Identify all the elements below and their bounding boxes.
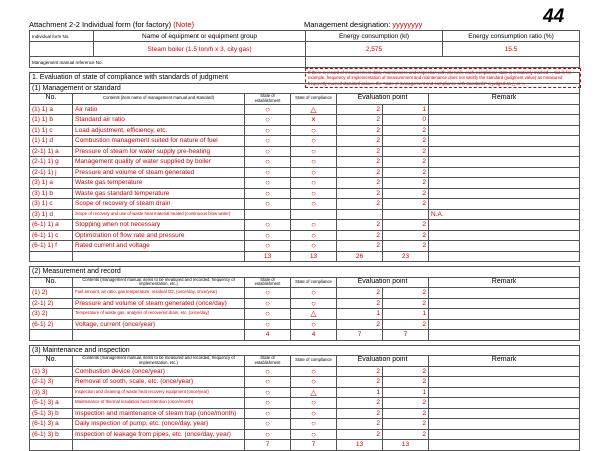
col-establishment-header: State of establishment <box>245 94 291 105</box>
establishment-mark: ○ <box>245 319 291 330</box>
evaluation-point-actual: 1 <box>383 309 429 320</box>
evaluation-point-max: 2 <box>337 319 383 330</box>
col-evaluation-header: Evaluation point <box>337 356 429 367</box>
evaluation-point-max: 2 <box>337 398 383 409</box>
evaluation-point-max: 2 <box>337 429 383 440</box>
item-name: Removal of sooth, scale, etc. (once/year) <box>73 377 245 388</box>
item-name: Inspection and maintenance of steam trap (once/month) <box>73 408 245 419</box>
establishment-mark: ○ <box>245 125 291 136</box>
item-name: Scope of recovery and use of waste heat material heated (continuous blow water) <box>73 209 245 220</box>
equipment-name-label: Name of equipment or equipment group <box>94 31 306 42</box>
establishment-mark: ○ <box>245 167 291 178</box>
col-remark-header: Remark <box>429 277 580 288</box>
table-row <box>30 104 580 115</box>
remark-cell <box>429 146 580 157</box>
item-name: Inspection of leakage from pipes, etc. (once/day, year) <box>73 429 245 440</box>
establishment-mark: ○ <box>245 298 291 309</box>
compliance-mark <box>291 209 337 220</box>
management-designation <box>304 20 422 29</box>
establishment-mark: ○ <box>245 309 291 320</box>
evaluation-point-actual: 2 <box>383 366 429 377</box>
energy-ratio-value: 15.5 <box>443 42 580 57</box>
item-code: (3) 1) b <box>30 188 73 199</box>
total-point-max: 26 <box>337 251 383 262</box>
table-row <box>30 125 580 136</box>
section2-title-row <box>30 267 580 278</box>
evaluation-point-max: 2 <box>337 288 383 299</box>
evaluation-point-actual: 2 <box>383 136 429 147</box>
total-blank <box>429 440 580 451</box>
remark-cell: N.A. <box>429 209 580 220</box>
item-name: Temperature of waste gas, analysis of recovered drain, etc. (once/day) <box>73 309 245 320</box>
item-name: Maintenance of thermal insulation heat retention (once/month) <box>73 398 245 409</box>
evaluation-point-actual: 2 <box>383 408 429 419</box>
compliance-mark: ○ <box>291 377 337 388</box>
section3-title: (3) Maintenance and inspection <box>30 345 580 356</box>
evaluation-point-max: 2 <box>337 146 383 157</box>
section1-title-row <box>30 83 580 94</box>
evaluation-point-max: 2 <box>337 104 383 115</box>
item-code: (3) 1) a <box>30 178 73 189</box>
remark-cell <box>429 288 580 299</box>
total-point-max: 13 <box>337 440 383 451</box>
compliance-mark: ○ <box>291 408 337 419</box>
item-name: Pressure and volume of steam generated <box>73 167 245 178</box>
item-code: (6-1) 3) b <box>30 429 73 440</box>
total-point-actual: 13 <box>383 440 429 451</box>
item-code: (1) 1) a <box>30 104 73 115</box>
table-row <box>30 230 580 241</box>
remark-cell <box>429 298 580 309</box>
item-name: Load adjustment, efficiency, etc. <box>73 125 245 136</box>
evaluation-point-actual: 1 <box>383 104 429 115</box>
table-row <box>30 366 580 377</box>
evaluation-point-max: 2 <box>337 298 383 309</box>
total-compliance: 7 <box>291 440 337 451</box>
remark-cell <box>429 136 580 147</box>
establishment-mark: ○ <box>245 241 291 252</box>
table-row <box>30 188 580 199</box>
evaluation-point-max: 2 <box>337 188 383 199</box>
col-contents-header: Contents (management manual, items to be measured and recorded, frequency of implementation, etc.) <box>73 277 245 288</box>
evaluation-point-actual: 2 <box>383 429 429 440</box>
evaluation-point-actual: 2 <box>383 398 429 409</box>
col-compliance-header: State of compliance <box>291 277 337 288</box>
item-code: (6-1) 3) a <box>30 419 73 430</box>
table-row <box>30 241 580 252</box>
item-code: (1) 3) <box>30 366 73 377</box>
item-name: Waste gas temperature <box>73 178 245 189</box>
compliance-note: If there is record of measurement data, maintenance and inspection with intervals, each compliance state is tentatively marked ○, but if, for example, frequency of implementation of measurement and maintenance does not satisfy the standard (judgment value) as measured frequently exceed standard values, the "state of management and compliance with standards" is judged as △ or ×. <box>305 68 581 88</box>
item-name: Daily inspection of pump, etc. (once/day, year) <box>73 419 245 430</box>
item-code: (2-1) 1) j <box>30 167 73 178</box>
remark-cell <box>429 366 580 377</box>
designation-value: yyyyyyyy <box>392 20 423 29</box>
evaluation-point-max <box>337 209 383 220</box>
compliance-mark: ○ <box>291 188 337 199</box>
evaluation-point-max: 2 <box>337 408 383 419</box>
col-contents-header: Contents (item name of management manual and standard) <box>73 94 245 105</box>
establishment-mark: ○ <box>245 398 291 409</box>
item-name: Voltage, current (once/year) <box>73 319 245 330</box>
col-no-header: No. <box>30 277 73 288</box>
evaluation-point-actual: 2 <box>383 241 429 252</box>
total-compliance: 4 <box>291 330 337 341</box>
establishment-mark <box>245 209 291 220</box>
remark-cell <box>429 387 580 398</box>
establishment-mark: ○ <box>245 408 291 419</box>
item-code: (3) 2) <box>30 309 73 320</box>
remark-cell <box>429 408 580 419</box>
compliance-mark: ○ <box>291 157 337 168</box>
establishment-mark: ○ <box>245 288 291 299</box>
manual-reference-value <box>306 57 580 68</box>
item-name: Management quality of water supplied by boiler <box>73 157 245 168</box>
table-row <box>30 115 580 126</box>
item-name: Pressure and volume of steam generated (once/day) <box>73 298 245 309</box>
compliance-mark: ○ <box>291 288 337 299</box>
evaluation-point-actual: 2 <box>383 167 429 178</box>
item-code: (2-1) 3) <box>30 377 73 388</box>
item-code: (5-1) 3) b <box>30 408 73 419</box>
section3-title-row <box>30 345 580 356</box>
section2-totals-row <box>30 330 580 341</box>
remark-cell <box>429 319 580 330</box>
item-code: (3) 3) <box>30 387 73 398</box>
evaluation-point-max: 2 <box>337 125 383 136</box>
attachment-title <box>29 20 194 29</box>
compliance-mark: ○ <box>291 146 337 157</box>
item-code: (5-1) 3) a <box>30 398 73 409</box>
item-name: Pressure of steam for water supply pre-heating <box>73 146 245 157</box>
evaluation-point-actual: 2 <box>383 146 429 157</box>
compliance-mark: ○ <box>291 298 337 309</box>
establishment-mark: ○ <box>245 136 291 147</box>
remark-cell <box>429 104 580 115</box>
evaluation-point-max: 2 <box>337 136 383 147</box>
establishment-mark: ○ <box>245 104 291 115</box>
compliance-mark: ○ <box>291 241 337 252</box>
col-remark-header: Remark <box>429 94 580 105</box>
equipment-name-value: Steam boiler (1.5 ton/h x 3, city gas) <box>94 42 306 57</box>
total-establishment: 7 <box>245 440 291 451</box>
table-row <box>30 298 580 309</box>
col-remark-header: Remark <box>429 356 580 367</box>
form-number-label: Individual form No. <box>30 31 94 42</box>
table-row <box>30 387 580 398</box>
establishment-mark: ○ <box>245 429 291 440</box>
item-name: Air ratio <box>73 104 245 115</box>
evaluation-point-actual <box>383 209 429 220</box>
evaluation-point-actual: 2 <box>383 298 429 309</box>
evaluation-point-actual: 2 <box>383 377 429 388</box>
compliance-mark: ○ <box>291 366 337 377</box>
remark-cell <box>429 157 580 168</box>
establishment-mark: ○ <box>245 230 291 241</box>
remark-cell <box>429 398 580 409</box>
establishment-mark: ○ <box>245 387 291 398</box>
item-code: (3) 1) c <box>30 199 73 210</box>
col-evaluation-header: Evaluation point <box>337 94 429 105</box>
table-row <box>30 146 580 157</box>
item-name: Waste gas standard temperature <box>73 188 245 199</box>
compliance-mark: ○ <box>291 125 337 136</box>
remark-cell <box>429 188 580 199</box>
compliance-mark: △ <box>291 309 337 320</box>
evaluation-point-actual: 0 <box>383 115 429 126</box>
compliance-mark: ○ <box>291 220 337 231</box>
item-name: Stopping when not necessary <box>73 220 245 231</box>
evaluation-title: 1. Evaluation of state of compliance with standards of judgment <box>30 73 580 84</box>
section1-column-header <box>30 94 580 105</box>
item-code: (6-1) 2) <box>30 319 73 330</box>
compliance-mark: ○ <box>291 419 337 430</box>
remark-cell <box>429 230 580 241</box>
total-establishment: 13 <box>245 251 291 262</box>
item-code: (1) 1) b <box>30 115 73 126</box>
equipment-info-table <box>29 30 580 68</box>
establishment-mark: ○ <box>245 188 291 199</box>
table-row <box>30 209 580 220</box>
table-row <box>30 408 580 419</box>
remark-cell <box>429 167 580 178</box>
item-code: (1) 2) <box>30 288 73 299</box>
compliance-mark: ○ <box>291 199 337 210</box>
col-no-header: No. <box>30 356 73 367</box>
item-code: (2-1) 2) <box>30 298 73 309</box>
establishment-mark: ○ <box>245 157 291 168</box>
evaluation-point-max: 2 <box>337 178 383 189</box>
col-establishment-header: State of establishment <box>245 356 291 367</box>
compliance-mark: ○ <box>291 429 337 440</box>
compliance-mark: ○ <box>291 398 337 409</box>
total-compliance: 13 <box>291 251 337 262</box>
col-compliance-header: State of compliance <box>291 94 337 105</box>
table-row <box>30 199 580 210</box>
compliance-mark: △ <box>291 387 337 398</box>
table-row <box>30 288 580 299</box>
energy-consumption-value: 2,575 <box>306 42 443 57</box>
section1-totals-row <box>30 251 580 262</box>
establishment-mark: ○ <box>245 146 291 157</box>
table-row <box>30 319 580 330</box>
total-blank <box>30 330 73 341</box>
form-number-value <box>30 42 94 57</box>
item-name: Optimization of flow rate and pressure <box>73 230 245 241</box>
table-row <box>30 429 580 440</box>
evaluation-point-actual: 2 <box>383 288 429 299</box>
designation-label: Management designation: <box>304 20 391 29</box>
remark-cell <box>429 220 580 231</box>
section2-column-header <box>30 277 580 288</box>
total-blank <box>429 251 580 262</box>
remark-cell <box>429 125 580 136</box>
table-row <box>30 309 580 320</box>
item-code: (2-1) 1) a <box>30 146 73 157</box>
establishment-mark: ○ <box>245 366 291 377</box>
evaluation-point-max: 2 <box>337 377 383 388</box>
evaluation-point-max: 2 <box>337 115 383 126</box>
section1-title: (1) Management or standard <box>30 83 580 94</box>
evaluation-point-actual: 2 <box>383 199 429 210</box>
establishment-mark: ○ <box>245 178 291 189</box>
note-tag: (Note) <box>173 20 195 29</box>
remark-cell <box>429 199 580 210</box>
remark-cell <box>429 377 580 388</box>
compliance-mark: × <box>291 115 337 126</box>
evaluation-point-actual: 2 <box>383 419 429 430</box>
table-row <box>30 178 580 189</box>
total-blank <box>73 440 245 451</box>
evaluation-point-max: 2 <box>337 230 383 241</box>
total-point-max: 7 <box>337 330 383 341</box>
item-name: Inspection and cleaning of waste heat recovery equipment (once/year) <box>73 387 245 398</box>
total-blank <box>73 330 245 341</box>
item-code: (6-1) 1) f <box>30 241 73 252</box>
table-row <box>30 136 580 147</box>
establishment-mark: ○ <box>245 419 291 430</box>
evaluation-point-actual: 1 <box>383 387 429 398</box>
evaluation-title-row <box>30 73 580 84</box>
evaluation-point-max: 2 <box>337 157 383 168</box>
item-code: (1) 1) c <box>30 125 73 136</box>
attachment-label: Attachment 2-2 Individual form (for factory) <box>29 20 172 29</box>
evaluation-point-actual: 2 <box>383 319 429 330</box>
energy-ratio-label: Energy consumption ratio (%) <box>443 31 580 42</box>
evaluation-table <box>29 72 580 451</box>
item-code: (1) 1) d <box>30 136 73 147</box>
section2-title: (2) Measurement and record <box>30 267 580 278</box>
table-row <box>30 167 580 178</box>
total-point-actual: 7 <box>383 330 429 341</box>
evaluation-point-actual: 2 <box>383 178 429 189</box>
item-code: (6-1) 1) a <box>30 220 73 231</box>
evaluation-point-actual: 2 <box>383 188 429 199</box>
item-code: (3) 1) d <box>30 209 73 220</box>
item-name: Combustion management suited for nature of fuel <box>73 136 245 147</box>
evaluation-point-max: 2 <box>337 241 383 252</box>
evaluation-point-actual: 2 <box>383 125 429 136</box>
evaluation-point-max: 2 <box>337 366 383 377</box>
total-blank <box>30 251 73 262</box>
compliance-mark: ○ <box>291 230 337 241</box>
remark-cell <box>429 309 580 320</box>
compliance-mark: ○ <box>291 319 337 330</box>
manual-reference-label: Management manual reference No. <box>30 57 306 68</box>
remark-cell <box>429 419 580 430</box>
item-name: Standard air ratio <box>73 115 245 126</box>
item-name: Fuel amount, air ratio, gas temperature, residual O2, (once/day, once/year) <box>73 288 245 299</box>
remark-cell <box>429 178 580 189</box>
evaluation-point-actual: 2 <box>383 220 429 231</box>
establishment-mark: ○ <box>245 377 291 388</box>
col-establishment-header: State of establishment <box>245 277 291 288</box>
evaluation-point-max: 2 <box>337 167 383 178</box>
remark-cell <box>429 429 580 440</box>
table-row <box>30 398 580 409</box>
establishment-mark: ○ <box>245 199 291 210</box>
col-evaluation-header: Evaluation point <box>337 277 429 288</box>
evaluation-point-max: 1 <box>337 309 383 320</box>
energy-consumption-label: Energy consumption (kl) <box>306 31 443 42</box>
compliance-mark: ○ <box>291 136 337 147</box>
section3-totals-row <box>30 440 580 451</box>
col-compliance-header: State of compliance <box>291 356 337 367</box>
evaluation-point-max: 2 <box>337 220 383 231</box>
total-point-actual: 23 <box>383 251 429 262</box>
evaluation-point-actual: 2 <box>383 157 429 168</box>
compliance-mark: ○ <box>291 167 337 178</box>
total-blank <box>30 440 73 451</box>
evaluation-point-actual: 2 <box>383 230 429 241</box>
evaluation-point-max: 1 <box>337 387 383 398</box>
item-code: (2-1) 1) g <box>30 157 73 168</box>
col-contents-header: Contents (management manual, items to be measured and recorded, frequency of implementation, etc.) <box>73 356 245 367</box>
section3-column-header <box>30 356 580 367</box>
evaluation-point-max: 2 <box>337 419 383 430</box>
item-name: Rated current and voltage <box>73 241 245 252</box>
col-no-header: No. <box>30 94 73 105</box>
remark-cell <box>429 115 580 126</box>
page-number: 44 <box>543 6 565 27</box>
evaluation-point-max: 2 <box>337 199 383 210</box>
total-blank <box>429 330 580 341</box>
total-establishment: 4 <box>245 330 291 341</box>
table-row <box>30 220 580 231</box>
item-code: (6-1) 1) c <box>30 230 73 241</box>
compliance-mark: ○ <box>291 178 337 189</box>
table-row <box>30 157 580 168</box>
establishment-mark: ○ <box>245 115 291 126</box>
item-name: Scope of recovery of steam drain <box>73 199 245 210</box>
total-blank <box>73 251 245 262</box>
table-row <box>30 377 580 388</box>
compliance-mark: △ <box>291 104 337 115</box>
establishment-mark: ○ <box>245 220 291 231</box>
table-row <box>30 419 580 430</box>
remark-cell <box>429 241 580 252</box>
item-name: Combustion device (once/year) <box>73 366 245 377</box>
